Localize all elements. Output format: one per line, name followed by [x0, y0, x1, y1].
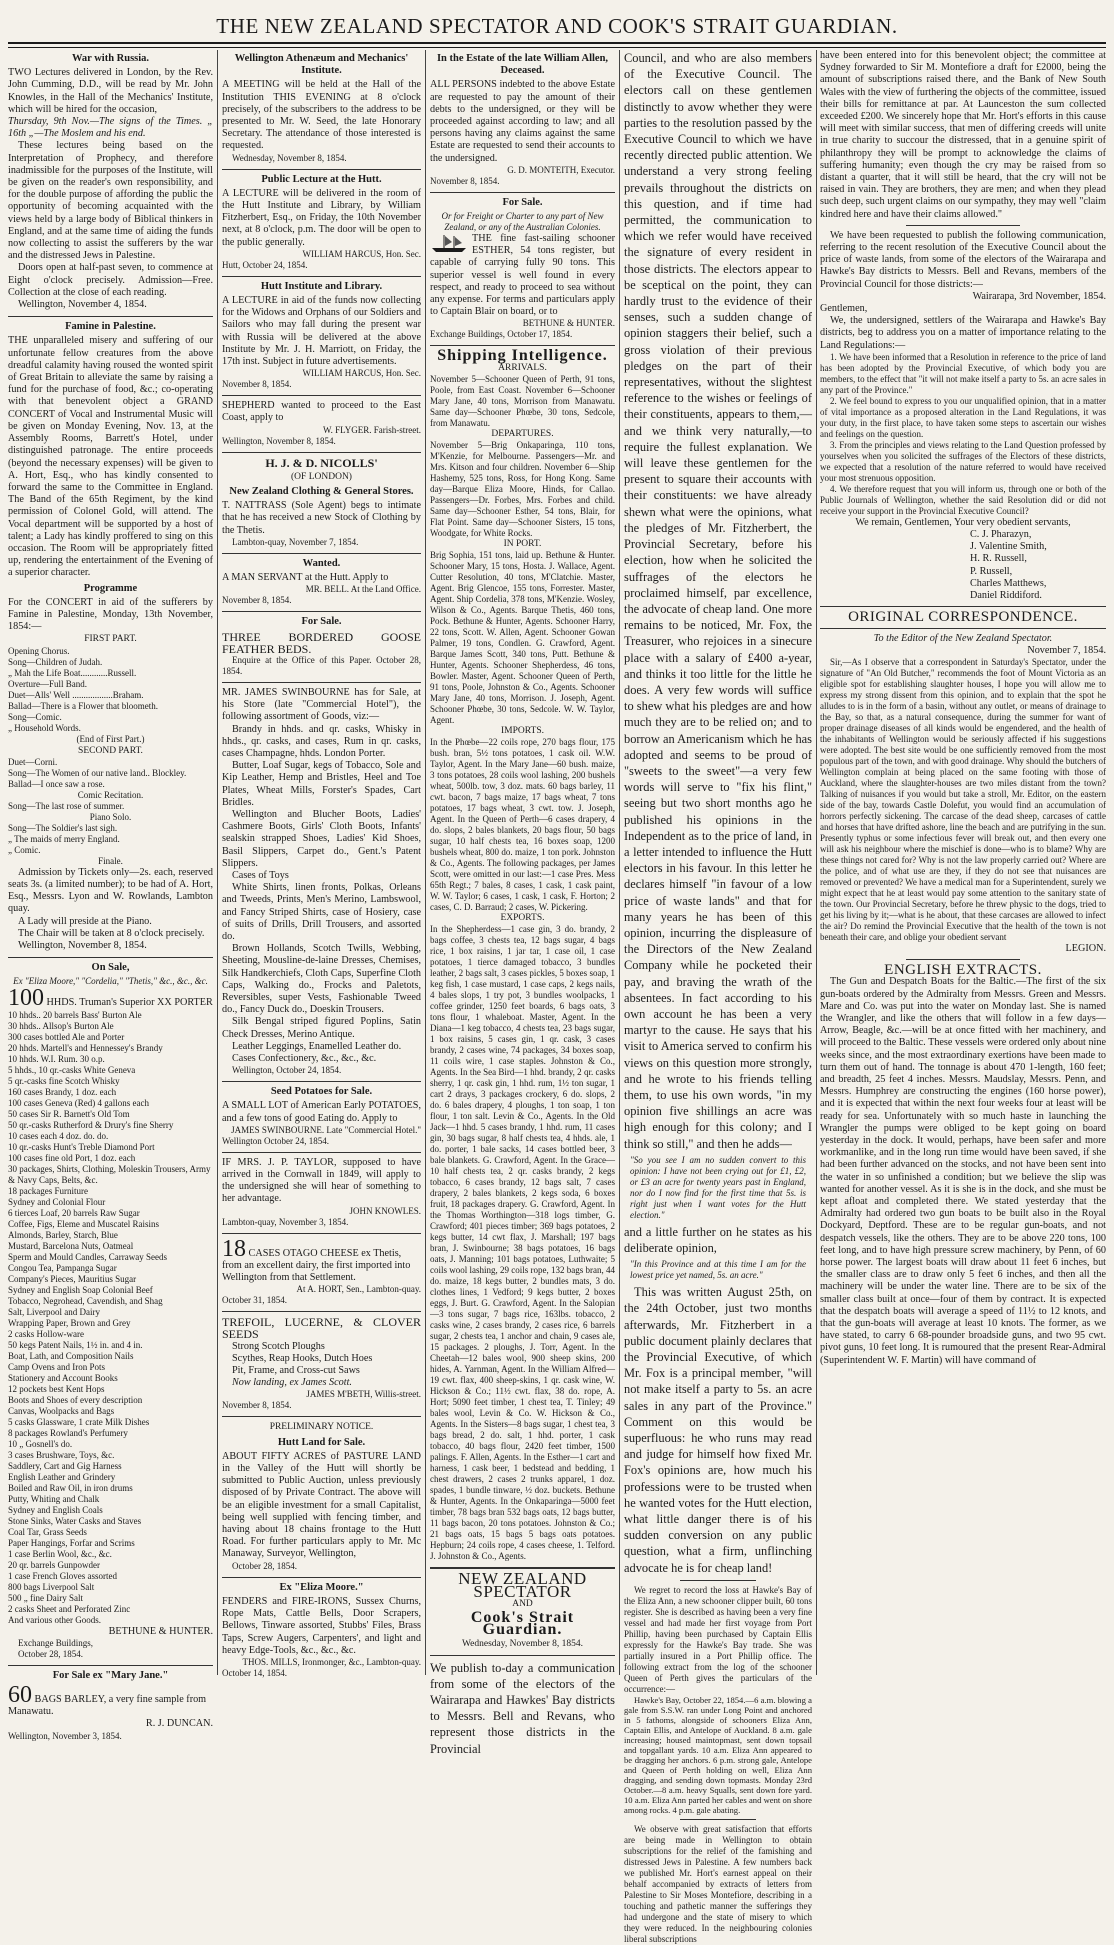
ad-date: Wellington, October 24, 1854.	[232, 1065, 342, 1076]
divider	[222, 1233, 421, 1234]
ad-place: Exchange Buildings, October 17, 1854.	[430, 329, 573, 340]
section-heading: ORIGINAL CORRESPONDENCE.	[848, 609, 1078, 626]
goods-item: Silk Bengal striped figured Poplins, Satin Check Dresses, Merino Antique.	[222, 1016, 421, 1040]
programme-item: Song—The Women of our native land.. Blockley.	[8, 767, 187, 778]
ad-seed-potatoes	[222, 1086, 421, 1147]
column-rule	[619, 50, 620, 1675]
ad-body: A Lady will preside at the Piano.	[18, 915, 152, 927]
ad-date: October 31, 1854.	[222, 1295, 287, 1306]
goods-item: Strong Scotch Ploughs	[232, 1340, 325, 1352]
signer: C. J. Pharazyn,	[970, 529, 1032, 541]
letter-salutation: Gentlemen,	[820, 303, 868, 315]
goods-item: Congou Tea, Pampanga Sugar	[8, 1262, 117, 1273]
ad-war-with-russia	[8, 53, 213, 311]
section-subheading: IN PORT.	[503, 539, 542, 550]
goods-item: 160 cases Brandy, 1 doz. each	[8, 1086, 117, 1097]
ad-heading: Public Lecture at the Hutt.	[261, 173, 382, 185]
ad-on-sale	[8, 962, 213, 1660]
goods-item: Butter, Loaf Sugar, kegs of Tobacco, Sole and Kip Leather, Hemp and Bristles, Heel and Toe Plates, Wheat Mills, Forster's Spades, Cart Bridles.	[222, 760, 421, 808]
goods-item: Cases of Toys	[232, 869, 289, 881]
goods-item: Boots and Shoes of every description	[8, 1394, 143, 1405]
goods-item: 1 case French Gloves assorted	[8, 1570, 117, 1581]
news-item: We have been requested to publish the following communication, referring to the recent resolution of the Executive Council about the price of waste lands, from some of the electors of the Wairarapa and Hawke's Bay districts to Messrs. Bell and Revans, members of the Provincial Council for those districts:—	[820, 229, 1106, 290]
goods-item: Coal Tar, Grass Seeds	[8, 1526, 87, 1537]
goods-item: Paper Hangings, Forfar and Scrims	[8, 1537, 135, 1548]
goods-item: Brown Hollands, Scotch Twills, Webbing, Sheeting, Mousline-de-laine Dresses, Chemises, Silk Handkerchiefs, Cloth Caps, Superfine Cloth Caps, Walking do., Frocks and Paletots, Reversibles, super Vests, Fashionable Tweed do., Fancy Duck do., Doeskin Trousers.	[222, 943, 421, 1016]
ad-fenders	[222, 1582, 421, 1679]
programme-list	[8, 646, 213, 745]
ad-body: A LECTURE in aid of the funds now collecting for the Widows and Orphans of our Soldiers and Sailors who may fall during the present war with Russia will be delivered at the above Institute by Mr. J. H. Marriott, on Friday, the 17th inst. Subject in future advertisements.	[222, 295, 421, 368]
goods-item: 50 cases Sir R. Barnett's Old Tom	[8, 1108, 130, 1119]
divider	[680, 1580, 755, 1581]
ad-body: FENDERS and FIRE-IRONS, Sussex Churns, Rope Mats, Cattle Bells, Door Scrapers, Bellows, Tinware assorted, Stubbs' Files, Brass Taps, Screw Augers, Carpenters', and light and heavy Edge-Tools, &c., &c., &c.	[222, 1595, 421, 1656]
ad-heading: For Sale.	[502, 196, 543, 208]
ad-body: IF MRS. J. P. TAYLOR, supposed to have arrived in the Cornwall in 1849, will apply to the undersigned she will hear of something to her advantage.	[222, 1156, 421, 1205]
ad-body: THE fine fast-sailing schooner ESTHER, 54 tons register, but capable of carrying fully 90 tons. This superior vessel is well found in every respect, and ready to proceed to sea without any expense. For terms and particulars apply to Captain Blair on board, or to	[430, 233, 615, 318]
ad-heading: Hutt Institute and Library.	[260, 280, 383, 292]
paper-title-and: AND	[512, 1598, 533, 1609]
ad-body: A LECTURE will be delivered in the room of the Hutt Institute and Library, by William Fitzherbert, Esq., on Friday, the 10th November next, at 8 o'clock, p.m. The door will be open to the public generally.	[222, 187, 421, 248]
goods-item: Salt, Liverpool and Dairy	[8, 1306, 100, 1317]
ad-athenaeum	[222, 53, 421, 164]
divider	[222, 169, 421, 170]
divider	[222, 395, 421, 396]
divider	[222, 452, 421, 453]
divider	[906, 959, 1020, 960]
signer: H. R. Russell,	[970, 553, 1027, 565]
divider	[8, 316, 213, 317]
divider	[222, 1311, 421, 1312]
ad-signer: BETHUNE & HUNTER.	[108, 1625, 213, 1637]
goods-item: 100 cases Geneva (Red) 4 gallons each	[8, 1097, 149, 1108]
leader-article: and a little further on he states as his deliberate opinion,	[624, 1224, 812, 1256]
section-heading: Shipping Intelligence.	[437, 347, 608, 365]
letter-date: Wairarapa, 3rd November, 1854.	[972, 290, 1106, 302]
section-body: Brig Sophia, 151 tons, laid up. Bethune & Hunter. Schooner Mary, 15 tons, Hosta. J. Wallace, Agent. Cutter Resolution, 40 tons, M'Clatchie. Master, Agent. Brig Glencoe, 155 tons, Forrester. Master, Agent. Ship Cordelia, 378 tons, M'Kenzie. Wosley, Wilson & Co., Agents. Barque Thetis, 460 tons, Pock. Bethune & Hunter, Agents. Schooner Harry, 22 tons, Scott. W. Allen, Agent. Schooner Gowan Palmer, 19 tons, Condlen. G. Crawford, Agent. Barque James Scott, 340 tons, Putt. Bethune & Hunter, Agents. Schooner Shepherdess, 46 tons, Bowler. Master, Agent. Schooner Queen of Perth, 91 tons, Poole, Johnston & Co., Agents. Schooner Mary Jane, 40 tons, Morrison. J. Joseph, Agent. Schooner Phœbe, 30 tons, Sedcole. W. W. Taylor, Agent.	[430, 550, 615, 726]
ad-otago-cheese	[222, 1235, 421, 1307]
ad-date: November 8, 1854.	[430, 175, 500, 186]
leader-quote: "So you see I am no sudden convert to this opinion: I have not been crying out for £1, £2, or £3 an acre for twenty years past in England, nor do I now find for the first time that 5s. is right just when I want votes for the Hutt election."	[630, 1154, 806, 1220]
goods-item: 30 hhds.. Allsop's Burton Ale	[8, 1020, 114, 1031]
section-body: November 5—Schooner Queen of Perth, 91 tons, Poole, from East Coast. November 6—Schooner Mary Jane, 40 tons, Morrison from Manawatu. Same day—Schooner Phœbe, 30 tons, Sedcole, from Manawatu.	[430, 374, 615, 429]
quantity-number: 100	[8, 985, 44, 1012]
letter-item: 1. We have been informed that a Resolution in reference to the price of land has been adopted by the Provincial Executive, of which body you are members, to the effect that "it will not make itself a party to 5s. an acre sales in any part of the Province."	[820, 351, 1106, 395]
programme-item: (End of First Part.)	[76, 733, 145, 744]
goods-item: 50 kegs Patent Nails, 1½ in. and 4 in.	[8, 1339, 143, 1350]
divider	[222, 1152, 421, 1153]
section-body: November 5—Brig Onkaparinga, 110 tons, M'Kenzie, for Melbourne. Passengers—Mr. and Mrs. Kitson and four children. November 6—Ship Hashemy, 525 tons, Ross, for Hong Kong. Same day—Barque Eliza Moore, Hinds, for Callao. Passengers—Dr. Forbes, Mrs. Forbes and child. Same day—Schooner Esther, 54 tons, Blair, for Flat Point. Same day—Schooner Sisters, 15 tons, Woodgate, for White Rocks.	[430, 440, 615, 539]
goods-item: Boat, Lath, and Composition Nails	[8, 1350, 134, 1361]
goods-item: 300 cases bottled Ale and Porter	[8, 1031, 125, 1042]
ad-signer: JAMES SWINBOURNE. Late "Commercial Hotel."	[231, 1124, 421, 1135]
divider	[222, 1416, 421, 1417]
section-body: In the Shepherdess—1 case gin, 3 do. brandy, 2 bags coffee, 3 chests tea, 12 bags sugar, 4 bags rice, 1 box raisins, 1 jar tar, 1 case oil, 1 case potatoes, 1 tierce damaged tobacco, 3 bundles leather, 2 bags salt, 3 cases pickles, 5 boxes soap, 1 keg fish, 1 case mustard, 1 case caps, 2 kegs nails, 4 bales slops, 1 try pot, 3 bundles woolpacks, 1 coffee grinder, 1250 feet boards, 6 bags oats, 3 tons flour, 1 whaleboat. Master, Agent. In the Diana—1 keg tobacco, 4 chests tea, 23 bags sugar, 1 box raisins, 5 cases gin, 1 qr. cask, 3 cases brandy, 2 cases wine, 74 packages, 34 boxes soap, 11 coils wire, 1 case staples. Johnston & Co., Agents. In the Sea Bird—1 hhd. brandy, 2 qr. casks sherry, 1 qr. cask gin, 1 hhd. rum, 1½ ton sugar, 1 cart 2 drays, 3 packages crockery, 6 do. slops, 2 do. 6 bales drapery, 4 ploughs, 1 ton soap, 1 ton flour, 1 ton salt. Levin & Co., Agents. In the Old Jack—1 hhd. 5 cases brandy, 1 hhd. rum, 11 cases gin, 30 bags sugar, 8 half chests tea, 4 hhds. ale, 1 do. porter, 1 bale sacks, 14 cases bottled beer, 3 bale blankets. G. Crawford, Agent. In the Grace—10 half chests tea, 2 qr. casks brandy, 2 kegs tobacco, 6 cases brandy, 12 bags salt, 7 cases drapery, 2 bales blankets, 2 kegs soda, 6 boxes fruit, 18 packages drapery. G. Crawford, Agent. In the Thomas Worthington—318 logs timber, G. Crawford; 401 pieces timber; 369 bags potatoes, 2 kegs butter, 14 cwt flax, J. Marshall; 197 bags bran, J. Swinbourne; 38 bags potatoes, 16 bags oats, J. Manning; 101 bags potatoes, Luthwaite; 5 coils wool lashing, 29 coils rope, 132 bags bran, 44 do. maize, 18 kegs butter, 2 bundles mats, 3 do. clothes lines, 1 Vedford; 9 kegs butter, 2 boxes eggs, J. Burt. G. Crawford, Agent. In the Salopian—3 tons sugar, 7 bags rice, 163lbs. tobacco, 2 casks wine, 2 cases brandy, 2 cases rice, 6 barrels sugar, 2 chests tea, 1 anchor and chain, 9 cases ale, 15 packages. 2 ploughs, J. Torr, Agent. In the Cheetah—12 bales wool, 900 sheep skins, 200 hides, A. Yarnman, Agent. In the William Alfred—19 cwt. flax, 400 sheep-skins, 1 qr. cask wine, W. Hickson & Co.; 11½ cwt. flax, 38 do. rope, A. Hort; 5090 feet timber, 1 chest tea, T. Tinley; 49 bales wool, Levin & Co. W. Hickson & Co., Agents. In the Sisters—8 bags sugar, 1 chest tea, 3 bags bread, 2 do. salt, 1 hhd. porter, 1 cask tobacco, 40 bags flour, 2420 feet timber, 1500 palings. F. Allen, Agents. In the Esther—1 cart and harness, 1 cask beer, 1 bedstead and bedding, 1 chest drawers, 2 cases 2 trunks apparel, 1 doz. spades, 1 bundle tinware, ½ doz. buckets. Bethune & Hunter, Agents. In the Onkaparinga—5000 feet timber, 78 bags bran 532 bags oats, 12 bags butter, 11 bags bacon, 20 tons potatoes. Johnston & Co.; 21 bags oats, 15 bags 5 bags oats potatoes. Hepburn; 24 coils rope, 4 cases cheese, 1. Telford. J. Johnston & Co., Agents.	[430, 924, 615, 1562]
ad-body: Admission by Tickets only—2s. each, reserved seats 3s. (a limited number); to be had of A. Hort, Esq., Messrs. Lyon and W. Rowlands, Lambton quay.	[8, 866, 213, 915]
programme-item: „ Mah the Life Boat............Russell.	[8, 667, 137, 678]
ad-subheading: PRELIMINARY NOTICE.	[269, 1422, 374, 1433]
ad-signer: At A. HORT, Sen., Lambton-quay.	[296, 1284, 421, 1295]
programme-item: Song—Children of Judah.	[8, 656, 103, 667]
ad-heading: For Sale ex "Mary Jane."	[52, 1669, 169, 1681]
divider	[222, 611, 421, 612]
ad-heading: In the Estate of the late William Allen, Deceased.	[436, 53, 609, 77]
ad-heading: On Sale,	[91, 962, 130, 974]
goods-item: White Shirts, linen fronts, Polkas, Orleans and Tweeds, Prints, Men's Merino, Lambswool, and Fancy Striped Shirts, case of Hosiery, case of suits of Drills, Drill Trousers, and assorted do.	[222, 882, 421, 942]
goods-item: 10 hhds.. 20 barrels Bass' Burton Ale	[8, 1009, 142, 1020]
goods-item: Putty, Whiting and Chalk	[8, 1493, 100, 1504]
divider	[222, 1577, 421, 1578]
programme-list	[8, 757, 213, 867]
leader-article: We publish to-day a communication from some of the electors of the Wairarapa and Hawkes' Bay districts to Messrs. Bell and Revans, who represent those districts in the Provincial	[430, 1660, 615, 1756]
ad-body: MR. JAMES SWINBOURNE has for Sale, at his Store (late "Commercial Hotel"), the following assortment of Goods, viz:—	[222, 686, 421, 723]
goods-item: 5 hhds., 10 qr.-casks White Geneva	[8, 1064, 136, 1075]
quantity-number: 18	[222, 1235, 246, 1262]
column-rule	[217, 50, 218, 1675]
ad-hutt-land	[222, 1421, 421, 1571]
ad-body: ALL PERSONS indebted to the above Estate are requested to pay the amount of their debts to the undersigned, or they will be proceeded against according to law; and all persons having any claims against the same Estate are requested to send their accounts to the undersigned.	[430, 79, 615, 164]
programme-item: Piano Solo.	[89, 811, 132, 822]
divider	[430, 192, 615, 193]
leader-article: Council, and who are also members of the Executive Council. The electors call on these gentlemen distinctly to avow whether they were parties to the resolution passed by the Executive Council to which we have recently directed public attention. We understand a very strong feeling prevails throughout the districts on this question, and if time had permitted, the communication to which we refer would have received the signature of every resident in those districts. The electors appear to be sceptical on the point, they can hardly trust to the evidence of their senses, such a sudden change of opinion staggers their belief, such a gross violation of their previous pledges on the part of their representatives, without the slightest reference to the wishes or feelings of their constituents, appears to them,—and we think very naturally,—to require the fullest explanation. We will leave these gentlemen for the present to square their accounts with their constituents: we have already shewn what were the opinions, what the pledges of Mr. Fitzherbert, the Provincial Secretary, before his election, how when he solicited the suffrages of the electors he proclaimed himself, par excellence, the advocate of cheap land. One more remains to be noticed, Mr. Fox, the Treasurer, who rejoices in a sinecure place with a salary of £400 a-year, and thinks it too little for the little he does. A very few words will suffice to shew what his pledges are and how much they are to be relied on; and to borrow an Americanism which he has adopted and seems to be proud of "sweets to the sweet"—a very few words will serve to "fix his flint," seeing but two short months ago he published his opinions in the Independent as to the price of land, in a letter intended to influence the Hutt electors in his favour. In this letter he declares himself "in favour of a low price of waste lands" and that for many years he has been of this opinion, incurring the displeasure of the Directors of the New Zealand Company while he pocketed their pay, and braving the wrath of the absentees. In fact according to his own account he has been a very martyr to the cause. He says that his visit to America served to confirm his views on this question more strongly, and he wrote to his friends telling them, to use his own words, "in my opinion five shillings an acre was high enough for this colony; and I think so still," and then he adds—	[624, 51, 812, 1151]
ad-taylor	[222, 1157, 421, 1228]
quantity-number: 60	[8, 1681, 32, 1708]
ad-body: CASES OTAGO CHEESE ex Thetis, from an excellent dairy, the first imported into Wellington from that Settlement.	[222, 1247, 411, 1284]
programme-item: Song—Comic.	[8, 711, 62, 722]
goods-item: Wellington and Blucher Boots, Ladies' Cashmere Boots, Girls' Cloth Boots, Infants' sealskin strapped Shoes, Ladies' Kid Shoes, Basil Slippers, Carpet do., Gent.'s Patent Slippers.	[222, 808, 421, 869]
letter-item: 3. From the principles and views relating to the Land Question professed by yourselves when you solicited the suffrages of the Electors of these districts, we expected that a resolution of the nature referred to would have received your most strenuous opposition.	[820, 439, 1106, 483]
programme-intro: For the CONCERT in aid of the sufferers by Famine in Palestine, Monday, 13th November, 1854:—	[8, 596, 213, 633]
goods-item: 3 cases Brushware, Toys, &c.	[8, 1449, 115, 1460]
goods-item: Almonds, Barley, Starch, Blue	[8, 1229, 118, 1240]
goods-item: Boiled and Raw Oil, in iron drums	[8, 1482, 133, 1493]
letter-date: November 7, 1854.	[1027, 644, 1106, 656]
programme-item: „ The maids of merry England.	[8, 833, 120, 844]
section-body: In the Phœbe—22 coils rope, 270 bags flour, 175 bush. bran, 5½ tons potatoes, 1 cask oil. W.W. Taylor, Agent. In the Mary Jane—60 bush. maize, 3 tons potatoes, 28 coils wool lashing, 200 bushels wheat, 500lb. tow, 3 doz. mats. 60 bags barley, 11 cwt. bacon, 7 bags maize, 17 bags wheat, 7 tons potatoes, 17 bags wheat, 3 cwt. tow. J. Joseph, Agent. In the Queen of Perth—6 cases drapery, 4 do. slops, 2 bales blankets, 20 bags flour, 50 bags sugar, 10 half chests tea, 16 boxes soap, 1200 bushels wheat, 800 do. maize, 1 ton pork. Johnston & Co., Agents. The following packages, per James Scott, were omitted in our last:—1 case Pres. Mess 65th Regt.; 7 bales, 8 cases, 1 cask, 1 cask paint, W. W. Taylor; 6 cases, 1 cask, 1 cask, F. Horton; 2 cases, C. D. Barraud; 2 cases, W. Pickering.	[430, 737, 615, 913]
news-item: We regret to record the loss at Hawke's Bay of the Eliza Ann, a new schooner clipper built, 60 tons register. She is described as having been a very fine vessel and had made her first voyage from Port Phillip, having been purchased by Captain Ellis expressly for the Hawke's Bay trade. She was partially insured in a Port Phillip office. The following extract from the log of the schooner Queen of Perth gives the particulars of the occurrence:—	[624, 1584, 812, 1694]
programme-item: Ballad—There is a Flower that bloometh.	[8, 700, 158, 711]
ad-body: T. NATTRASS (Sole Agent) begs to intimate that he has received a new Stock of Clothing by the Thetis.	[222, 500, 421, 536]
section-subheading: IMPORTS.	[501, 726, 544, 737]
news-item: The Gun and Despatch Boats for the Baltic.—The first of the six gun-boats ordered by the Admiralty from Messrs. Green and Messrs. Mare and Co. was put into the water on Monday last. She is named the Wrangler, and like the others that will follow in a few days—Arrow, Beagle, &c.—will be at once fitted with her machinery, and will proceed to the Baltic. These vessels were ordered only about nine weeks since, and the most extraordinary exertions have been made to turn them out of hand. The tonnage is about 470 1-length, 160 feet; and breadth, 25 feet 4 inches. Messrs. Maudslay, Messrs. Penn, and Messrs. Humphrey are constructing the engines (160 horse power), and it is expected that within the next four weeks four at least will be ready for sea. Unfortunately with so much haste in launching the Wrangler the pumps were obliged to be kept going on board yesterday in the dock. It would, perhaps, have been safer and more workmanlike, and in the long run time would have been saved, if she had been further advanced on the stocks, and not have been sent into the water in so unfinished a condition; but we believe the slip was wanted for another vessel. As it is she is in the dock, and she must be kept afloat and completed there. We stated yesterday that the Admiralty had ordered two gun boats to be built also in the Royal Dockyard, Deptford. These are to be regular gun-boats, and not despatch vessels, like the others. They are to be above 220 tons, 100 feet long, and to have high pressure screw machinery, by Penn, of 60 horse power. The largest boats will draw about 11 feet 6 inches, but the smaller class are to draw only 5 feet 6 inches, and then all the machinery will be under the water line. There are to be six of the smaller class built at once—four of them by contract. It is expected that the despatch boats will average a speed of 11½ to 12 knots, and that the gun-boats will average at least 10 knots. The former, as we have stated, to carry 6 68-pounder broadside guns, and two 95 cwt. pivot guns, 10 feet long. It is rumoured that the present Rear-Admiral (Superintendent W. F. Martin) will have command of	[820, 976, 1106, 1366]
goods-item: 2 casks Sheet and Perforated Zinc	[8, 1603, 131, 1614]
goods-item: Stone Sinks, Water Casks and Staves	[8, 1515, 142, 1526]
ad-date: Hutt, October 24, 1854.	[222, 259, 308, 270]
divider	[8, 1665, 213, 1666]
goods-item: 10 hhds. W.I. Rum. 30 o.p.	[8, 1053, 105, 1064]
letter-item: 2. We feel bound to express to you our unqualified opinion, that in a matter of vital importance as a proposed alteration in the Land Regulations, it was your duty, in the first place, to have taken some steps to ascertain our wishes and feelings on the question.	[820, 395, 1106, 439]
ad-heading: New Zealand Clothing & General Stores.	[229, 486, 414, 498]
part-heading: FIRST PART.	[84, 634, 137, 645]
goods-item: 2 casks Hollow-ware	[8, 1328, 84, 1339]
goods-item: Leather Leggings, Enamelled Leather do.	[232, 1040, 402, 1052]
programme-item: Finale.	[98, 855, 123, 866]
news-log: Hawke's Bay, October 22, 1854.—6 a.m. blowing a gale from S.S.W. ran under Long Point and anchored in 5 fathoms, alongside of schooners Eliza Ann, Captain Ellis, and Antelope of Auckland. 8 a.m. gale increasing; housed maintopmast, sent down topsail and topgallant yards. 10 a.m. Eliza Ann appeared to be dragging her anchors. 6 p.m. strong gale, Antelope and Queen of Perth holding on well, Eliza Ann dragging, and sending down topmasts. Monday 23rd October.—8 a.m. heavy Squalls, sent down fore yard. 10 a.m. Eliza Ann parted her cables and went on shore among rocks. 4 p.m. gale abating.	[624, 1694, 812, 1815]
divider	[8, 957, 213, 958]
goods-item: Mustard, Barcelona Nuts, Oatmeal	[8, 1240, 134, 1251]
goods-item: Now landing, ex James Scott.	[232, 1377, 352, 1389]
ad-date: November 8, 1854.	[222, 595, 292, 606]
paper-date: Wednesday, November 8, 1854.	[461, 1639, 584, 1650]
ad-body: THREE BORDERED GOOSE FEATHER BEDS.	[222, 629, 421, 656]
goods-item: 10 qr.-casks Hunt's Treble Diamond Port	[8, 1141, 155, 1152]
programme-heading: Programme	[83, 582, 138, 594]
ad-subheading: Or for Freight or Charter to any part of New Zealand, or any of the Australian Colonies.	[441, 211, 604, 233]
divider	[820, 606, 1106, 607]
column-rule	[816, 50, 817, 1675]
ad-date: Wellington, November 8, 1854.	[222, 435, 336, 446]
ad-date: Enquire at the Office of this Paper. October 28, 1854.	[222, 654, 421, 676]
letter-body: We, the undersigned, settlers of the Wairarapa and Hawke's Bay districts, beg to address you on a matter of importance relating to the Land Regulations:—	[820, 315, 1106, 351]
ad-famine	[8, 321, 213, 952]
ad-trefoil	[222, 1316, 421, 1411]
goods-item: Pit, Frame, and Cross-cut Saws	[232, 1365, 360, 1377]
goods-item: Brandy in hhds. and qr. casks, Whisky in hhds., qr. casks, and cases, Rum in qr. casks, cases Champagne, hhds. London Porter.	[222, 723, 421, 759]
divider	[222, 682, 421, 683]
ad-date: October 28, 1854.	[18, 1648, 83, 1659]
masthead: THE NEW ZEALAND SPECTATOR AND COOK'S STRAIT GUARDIAN.	[216, 14, 898, 38]
divider	[906, 225, 1020, 226]
ad-date: November 8, 1854.	[222, 1400, 292, 1411]
ad-heading: Ex "Eliza Moore."	[279, 1581, 364, 1593]
ad-shepherd	[222, 400, 421, 446]
divider	[222, 1081, 421, 1082]
ad-heading: Famine in Palestine.	[65, 321, 156, 333]
ad-place: Exchange Buildings,	[18, 1637, 93, 1648]
goods-item: 100 cases fine old Port, 1 doz. each	[8, 1152, 136, 1163]
ad-heading: Wellington Athenæum and Mechanics' Institute.	[234, 53, 409, 77]
ad-heading: Hutt Land for Sale.	[277, 1436, 366, 1448]
ad-date: Wednesday, November 8, 1854.	[232, 152, 347, 163]
goods-item: English Leather and Grindery	[8, 1471, 116, 1482]
ad-date: Lambton-quay, November 3, 1854.	[222, 1216, 349, 1227]
ad-wanted	[222, 558, 421, 606]
ad-public-lecture	[222, 174, 421, 271]
column-1	[8, 50, 213, 1741]
column-5	[820, 50, 1106, 1675]
ad-signer: MR. BELL. At the Land Office.	[305, 584, 421, 595]
ad-body: TREFOIL, LUCERNE, & CLOVER SEEDS	[222, 1315, 421, 1342]
ad-estate	[430, 53, 615, 187]
goods-item: Wrapping Paper, Brown and Grey	[8, 1317, 131, 1328]
ad-signer: G. D. MONTEITH, Executor.	[507, 164, 615, 175]
goods-item: 18 packages Furniture	[8, 1185, 88, 1196]
goods-item: Sperm and Mould Candles, Carraway Seeds	[8, 1251, 167, 1262]
goods-item: 20 qr. barrels Gunpowder	[8, 1559, 100, 1570]
ad-date: Wellington October 24, 1854.	[222, 1135, 330, 1146]
divider	[820, 628, 1106, 629]
goods-item: Camp Ovens and Iron Pots	[8, 1361, 105, 1372]
ad-body: These lectures being based on the Interpretation of Prophecy, and therefore inadmissible for the purposes of the Institute, will be given on the reader's own responsibility, and for the double purpose of affording the public the opportunity of becoming acquainted with the views held by a large body of Biblical thinkers in England, and at the same time of aiding the funds now collecting to assist the sufferers by the war and the distressed Jews in Palestine.	[8, 140, 213, 262]
ad-heading: Seed Potatoes for Sale.	[270, 1086, 373, 1098]
goods-item: 800 bags Liverpool Salt	[8, 1581, 95, 1592]
news-item: We observe with great satisfaction that efforts are being made in Wellington to obtain subscriptions for the relief of the famishing and distressed Jews in Palestine. A few numbers back we published Mr. Hort's earnest appeal on their behalf accompanied by extracts of letters from Palestine to Sir Moses Montefiore, describing in a touching and pathetic manner the sufferings they had undergone and the state of misery to which they were reduced. In the neighbouring colonies liberal subscriptions	[624, 1823, 812, 1944]
goods-item: Coffee, Figs, Eleme and Muscatel Raisins	[8, 1218, 160, 1229]
signer: Daniel Riddiford.	[970, 590, 1042, 602]
ad-signer: JAMES M'BETH, Willis-street.	[306, 1389, 421, 1400]
goods-item: Stationery and Account Books	[8, 1372, 118, 1383]
ad-feather-beds	[222, 616, 421, 677]
ad-barley	[8, 1670, 213, 1742]
divider	[222, 553, 421, 554]
divider	[430, 345, 615, 346]
programme-item: Song—The last rose of summer.	[8, 800, 125, 811]
ad-body: A MAN SERVANT at the Hutt. Apply to	[222, 572, 389, 584]
goods-item: 6 tierces Loaf, 20 barrels Raw Sugar	[8, 1207, 140, 1218]
ad-swinbourne	[222, 687, 421, 1076]
ad-esther	[430, 197, 615, 341]
programme-item: Ballad—I once saw a rose.	[8, 778, 105, 789]
letter-closing: We remain, Gentlemen, Your very obedient servants,	[855, 516, 1071, 528]
section-heading: ENGLISH EXTRACTS.	[884, 962, 1042, 979]
signer: P. Russell,	[970, 565, 1013, 577]
masthead-rule	[8, 42, 1106, 48]
ad-body: HHDS. Truman's Superior XX PORTER	[46, 997, 213, 1009]
column-rule	[425, 50, 426, 1675]
programme-item: „ Comic.	[8, 844, 41, 855]
programme-item: Comic Recitation.	[77, 789, 144, 800]
column-4	[624, 50, 812, 1944]
leader-article: This was written August 25th, on the 24th October, just two months afterwards, Mr. Fitzherbert in a public document plainly declares that the Provincial Executive, of which Mr. Fox is a principal member, "will not make itself a party to 5s. an acre sales in any part of the Province." Comment on this would be superfluous: he who runs may read and judge for himself how fixed Mr. Fox's opinions are, how much his professions were to be trusted when he wanted votes for the Hutt election, what little danger there is of his sudden conversion on any public question, what a firm, unflinching advocate he is for cheap land!	[624, 1285, 812, 1575]
ad-body: The Chair will be taken at 8 o'clock precisely.	[18, 927, 205, 939]
goods-item: And various other Goods.	[8, 1614, 101, 1625]
ad-body: TWO Lectures delivered in London, by the Rev. John Cumming, D.D., will be read by Mr. John Knowles, in the Hall of the Mechanics' Institute, which will be hired for the occasion,	[8, 67, 213, 115]
ship-icon	[430, 233, 468, 253]
goods-item: Cases Confectionery, &c., &c., &c.	[232, 1053, 377, 1064]
section-subheading: ARRIVALS.	[498, 363, 547, 374]
ad-heading: Wanted.	[302, 557, 341, 569]
programme-item: Overture—Full Band.	[8, 678, 87, 689]
goods-item: 10 „ Gosnell's do.	[8, 1438, 73, 1449]
ad-date: October 14, 1854.	[222, 1667, 287, 1678]
column-3	[430, 50, 615, 1756]
ad-body: SHEPHERD wanted to proceed to the East Coast, apply to	[222, 400, 421, 424]
ad-body: A SMALL LOT of American Early POTATOES, and a few tons of good Eating do. Apply to	[222, 1100, 421, 1124]
ad-subheading: (OF LONDON)	[291, 471, 352, 482]
ad-date: Wellington, November 8, 1854.	[18, 939, 147, 951]
goods-item: 20 hhds. Martell's and Hennessey's Brandy	[8, 1042, 163, 1053]
goods-item: Company's Pieces, Mauritius Sugar	[8, 1273, 137, 1284]
signer-list	[820, 529, 1106, 602]
goods-item: 30 packages, Shirts, Clothing, Moleskin Trousers, Army & Navy Caps, Belts, &c.	[8, 1163, 211, 1185]
signer: Charles Matthews,	[970, 577, 1047, 589]
programme-item: Opening Chorus.	[8, 645, 70, 656]
paper-subtitle: Cook's Strait Guardian.	[470, 1609, 575, 1639]
letter-body: Sir,—As I observe that a correspondent in Saturday's Spectator, under the signature of "An Old Butcher," recommends the foot of Mount Victoria as an eligible spot for establishing slaughter houses, I hope you will allow me to express my strong dissent from this opinion, and to explain that the spot he alludes to is in the form of a basin, without any outlet, or means of drainage to the Bay, so that, as a natural consequence, during the summer for want of proper drainage diseases of all kinds would be engendered, and the health of the inhabitants of Wellington would be seriously affected if his suggestions were adopted. The best site would be one sufficiently removed from the most populous part of the town, and with good drainage. Why should the butchers of Wellington complain at being placed on the same footing with those of Auckland, where the slaughter-houses are two miles distant from the town? Talking of nuisances if you would but take a stroll, Mr. Editor, on the eastern side of the bay, towards Castle Dolefut, you would find an accumulation of horrors perfectly sickening. The carcase of the dead sheep, carcases of cattle and horses that have drifted ashore, line the beach and are putrifying in the sun. Presently typhus or some infectious fever will break out, and then every one will ask his neighbour where the mischief is done—who is to blame? Why are these things not cared for? Why is not the law properly carried out? Where are the police, and of what use are they, if they do not see that nuisances are removed or prevented? We have a medical man for a Superintendent, surely we might expect that he at least would pay some attention to the sanitary state of the town. Our Provincial Secretary, before he threw physic to the dogs, tried to get his living by it;—what is he about, that these carcases are allowed to infect the air? Do remind the Provincial Executive that the health of the town is not beneath their care, and oblige your obedient servant	[820, 656, 1106, 942]
ad-date: November 8, 1854.	[222, 379, 292, 390]
ad-nicolls	[222, 457, 421, 548]
section-subheading: DEPARTURES.	[491, 429, 554, 440]
programme-item: Song—The Soldier's last sigh.	[8, 822, 118, 833]
ad-body: THE unparalleled misery and suffering of our unfortunate fellow creatures from the above dreadful calamity having roused the wonted spirit of Great Britain to alleviate the same by raising a fund for the purchase of food, &c.; co-operating with that benevolent object a GRAND CONCERT of Vocal and Instrumental Music will be given on Monday Evening, Nov. 13, at the Assembly Rooms, Barrett's Hotel, under distinguished patronage. The entire proceeds (beyond the necessary expenses) will be given to A. Hort, Esq., who has kindly consented to forward the same to the Committee in England. The Band of the 65th Regiment, by the kind permission of Colonel Gold, will attend. The Vocal department will be supported by a host of talent; a Lady has kindly proffered to sing on this occasion. The Room will be appropriately fitted up, rendering the entertainment of the Evening of a superior character.	[8, 335, 213, 579]
ad-signer: WILLIAM HARCUS, Hon. Sec.	[302, 368, 421, 379]
goods-item: 8 packages Rowland's Perfumery	[8, 1427, 128, 1438]
programme-item: „ Household Words.	[8, 722, 81, 733]
programme-item: Duet—Corni.	[8, 756, 58, 767]
programme-item: Duet—Alls' Well ..................Braham.	[8, 689, 144, 700]
goods-item: Tobacco, Negrohead, Cavendish, and Shag	[8, 1295, 163, 1306]
part-heading: SECOND PART.	[78, 745, 143, 756]
ad-date: Wellington, November 3, 1854.	[8, 1730, 122, 1741]
paper-title: NEW ZEALAND SPECTATOR	[458, 1569, 587, 1601]
ad-signer: R. J. DUNCAN.	[145, 1718, 213, 1730]
letter-signer: LEGION.	[1065, 942, 1106, 954]
divider	[222, 276, 421, 277]
ad-signer: JOHN KNOWLES.	[349, 1205, 421, 1216]
goods-item: 50 qr.-casks Rutherford & Drury's fine Sherry	[8, 1119, 174, 1130]
news-item: have been entered into for this benevolent object; the committee at Sydney forwarded to Sir M. Montefiore a draft for £2000, being the amount of subscriptions raised there, and the Bank of New South Wales with the view of furthering the objects of the committee, issued their bills for remittance at par. At Launceston the sum collected exceeded £200. We sincerely hope that Mr. Hort's efforts in this cause will meet with similar success, that men of differing creeds will unite in true charity to succour the distressed, that in a genuine spirit of philanthropy they will be prompt to acknowledge the claims of suffering humanity; even though the cry may be raised from so distant a quarter, that it will still be heard, that the cry will not be raised in vain. They are brothers, they are men; and when they plead such deep, such urgent claims on our sympathy, they may well "claim kindred here and have their claims allowed."	[820, 50, 1106, 220]
letter-address: To the Editor of the New Zealand Spectator.	[873, 632, 1053, 644]
goods-item: 10 cases each 4 doz. do. do.	[8, 1130, 109, 1141]
ad-heading: War with Russia.	[71, 53, 150, 64]
ad-date: Lambton-quay, November 7, 1854.	[232, 536, 359, 547]
signer: J. Valentine Smith,	[970, 541, 1047, 553]
goods-list	[8, 1010, 213, 1626]
ad-heading: H. J. & D. NICOLLS'	[265, 455, 378, 470]
ad-body: ABOUT FIFTY ACRES of PASTURE LAND in the Valley of the Hutt will shortly be submitted to Public Auction, unless previously disposed of by Private Contract. The above will be an eligible investment for a small Capitalist, being well supplied with fencing timber, and having about 18 chains frontage to the Hutt Road. For further particulars apply to Mr. Mc Manaway, Surveyor, Wellington,	[222, 1450, 421, 1560]
goods-item: Sydney and Colonial Flour	[8, 1196, 106, 1207]
column-2	[222, 50, 421, 1678]
ad-signer: THOS. MILLS, Ironmonger, &c., Lambton-quay.	[242, 1656, 421, 1667]
goods-item: 5 qr.-casks fine Scotch Whisky	[8, 1075, 120, 1086]
goods-item: Scythes, Reap Hooks, Dutch Hoes	[232, 1352, 373, 1364]
goods-item: Sydney and English Coals	[8, 1504, 103, 1515]
ad-body: Doors open at half-past seven, to commence at Eight o'clock precisely. Admission—Free. Collection at the close of each reading.	[8, 262, 213, 298]
section-subheading: EXPORTS.	[500, 913, 545, 924]
ad-signer: BETHUNE & HUNTER.	[522, 318, 615, 329]
letter-item: 4. We therefore request that you will inform us, through one or both of the Public Journals of Wellington, whether the said Resolution did or did not receive your support in the Provincial Executive Council?	[820, 483, 1106, 516]
ad-date: October 28, 1854.	[232, 1560, 297, 1571]
goods-item: 5 casks Glassware, 1 crate Milk Dishes	[8, 1416, 150, 1427]
goods-item: Sydney and English Soap Colonial Beef	[8, 1284, 153, 1295]
goods-item: 12 pockets best Kent Hops	[8, 1383, 105, 1394]
ad-body: A MEETING will be held at the Hall of the Institution THIS EVENING at 8 o'clock precisely, of the subscribers to the address to be presented to Mr. W. Seed, the late Honorary Secretary. The attendance of those interested is requested.	[222, 79, 421, 152]
ad-dates: Thursday, 9th Nov.—The signs of the Times. „ 16th „—The Moslem and his end.	[8, 116, 213, 140]
goods-item: 1 case Berlin Wool, &c., &c.	[8, 1548, 112, 1559]
divider	[680, 1819, 755, 1820]
ad-subheading: Ex "Eliza Moore," "Cordelia," "Thetis," &c., &c., &c.	[13, 976, 208, 987]
ad-signer: W. FLYGER. Farish-street.	[322, 424, 421, 435]
shipping-intelligence	[430, 347, 615, 1562]
ad-body: BAGS BARLEY, a very fine sample from Manawatu.	[8, 1693, 207, 1718]
ad-heading: For Sale.	[301, 616, 342, 628]
goods-item: 500 „ fine Dairy Salt	[8, 1592, 83, 1603]
ad-hutt-institute	[222, 281, 421, 390]
ad-date: Wellington, November 4, 1854.	[18, 299, 147, 311]
goods-item: Canvas, Woolpacks and Bags	[8, 1405, 115, 1416]
ad-signer: WILLIAM HARCUS, Hon. Sec.	[302, 248, 421, 259]
leader-quote: "In this Province and at this time I am for the lowest price yet named, 5s. an acre."	[630, 1259, 806, 1281]
divider	[430, 1655, 615, 1656]
goods-item: Saddlery, Cart and Gig Harness	[8, 1460, 122, 1471]
